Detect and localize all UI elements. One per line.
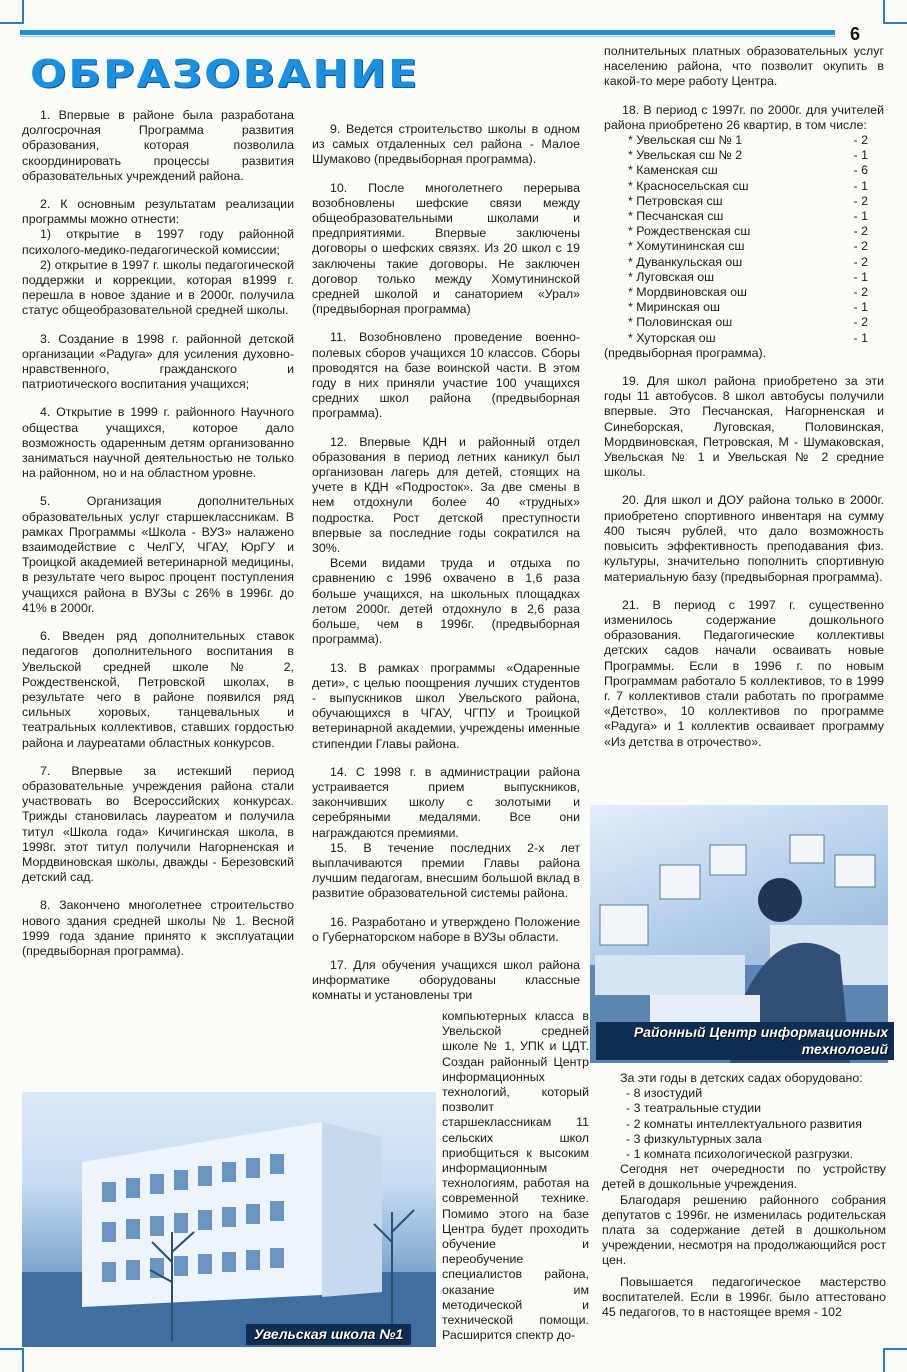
kindergarten-list-item: - 8 изостудий [626, 1086, 703, 1101]
paragraph-25: Повышается педагогическое мастерство воспитателей. Если в 1996г. было аттестовано 45 педагогов, то в настоящее время - 102 [602, 1274, 886, 1320]
school-name: * Хомутининская сш [628, 239, 745, 254]
apartment-count: - 6 [853, 163, 868, 178]
kindergarten-equipment-list [626, 1086, 886, 1162]
apartment-count: - 1 [853, 209, 868, 224]
school-name: * Красносельская сш [628, 178, 749, 193]
school-name: * Дуванкульская ош [628, 254, 743, 269]
school-list-item [628, 270, 884, 285]
school-list-item [628, 315, 884, 330]
school-list-item [628, 285, 884, 300]
kindergarten-list-item: - 2 комнаты интеллектуального развития [626, 1116, 862, 1131]
crop-mark-bottom-right [883, 1348, 907, 1372]
school-list-item [628, 255, 884, 270]
paragraph-22: За эти годы в детских садах оборудовано: [620, 1071, 863, 1085]
apartment-count: - 2 [853, 315, 868, 330]
school-name: * Каменская сш [628, 163, 718, 178]
paragraph-17: 17. Для обучения учащихся школ района информатике оборудованы классные комнаты и установлены три [312, 957, 580, 1003]
paragraph-7: 7. Впервые за истекший период образовательные учреждения района стали участвовать во Всероссийских конкурсах. Трижды становилась лауреатом и получила титул «Школа года» Кичигинская школа, в 1998г. этот титул получили Нагорненская и Мордвиновская школы, дважды - Березовский детский сад. [22, 763, 294, 885]
paragraph-17-continued: компьютерных класса в Увельской средней школе № 1, УПК и ЦДТ. Создан районный Центр информационных технологий, который позволит старшеклассникам 11 сельских школ приобщиться к высоким информационным технологиям, работая на современной технике. Помимо этого на базе Центра будет проходить обучение и переобучение специалистов района, оказание им методической и технической помощи. Расширится спектр до- [442, 1009, 589, 1343]
paragraph-1: 1. Впервые в районе была разработана долгосрочная Программа развития образования, которая позволила скоординировать процессы развития образовательных учреждений района. [22, 108, 294, 183]
school-list-item [628, 194, 884, 209]
paragraph-8: 8. Закончено многолетнее строительство нового здания средней школы № 1. Весной 1999 года здание принято к эксплуатации (предвыборная программа). [22, 898, 294, 958]
crop-mark-bottom-left [0, 1348, 24, 1372]
school-name: * Хуторская ош [628, 330, 716, 345]
column-2-wrap [442, 1009, 589, 1356]
school-building-illustration [22, 1092, 436, 1347]
paragraph-12-continued: Всеми видами труда и отдыха по сравнению с 1996 охвачено в 1,6 раза больше учащихся, на школьных площадках летом 2000г. детей отдохнуло в 2,6 раза больше, чем в 1996г. (предвыборная программа). [312, 556, 580, 647]
school-photo-caption: Увельская школа №1 [246, 1324, 411, 1345]
paragraph-11: 11. Возобновлено проведение военно-полевых сборов учащихся 10 классов. Сборы проводятся на базе воинской части. В этом году в них приняли участие 100 учащихся средних школ района (предвыборная программа). [312, 330, 580, 421]
apartment-count: - 2 [853, 254, 868, 269]
school-name: * Половинская ош [628, 315, 733, 330]
paragraph-23: Сегодня нет очередности по устройству детей в дошкольные учреждения. [602, 1162, 886, 1192]
kindergarten-list-item: - 1 комната психологической разгрузки. [626, 1147, 854, 1162]
page-number: 6 [850, 24, 861, 44]
header-rule [20, 30, 835, 35]
paragraph-2: 2. К основным результатам реализации программы можно отнести: [22, 197, 294, 227]
school-list-item [628, 224, 884, 239]
paragraph-21: 21. В период с 1997 г. существенно изменилось содержание дошкольного образования. Педагогические коллективы детских садов начали осваивать новые Программы. Если в 1996 г. по новым Программам работало 5 коллективов, то в 1999 г. 7 коллективов стали работать по программе «Детство», 10 коллективов по программе «Радуга» и 1 коллектив осваивает программу «Из детства в отрочество». [604, 597, 884, 749]
kindergarten-list-item: - 3 театральные студии [626, 1101, 762, 1116]
school-list-item [628, 148, 884, 163]
crop-mark-top-right [883, 0, 907, 24]
school-list-item [628, 209, 884, 224]
paragraph-24: Благодаря решению районного собрания депутатов с 1996г. не изменилась родительская плата за содержание детей в дошкольном учреждении, несмотря на продолжающийся рост цен. [602, 1192, 886, 1268]
apartment-count: - 1 [853, 300, 868, 315]
column-3-wrap [602, 1071, 886, 1333]
apartment-count: - 2 [853, 224, 868, 239]
school-name: * Мордвиновская ош [628, 285, 747, 300]
kindergarten-list-item: - 3 физкультурных зала [626, 1131, 762, 1146]
school-list-item [628, 133, 884, 148]
column-2 [312, 122, 580, 1017]
apartment-count: - 2 [853, 133, 868, 148]
paragraph-12: 12. Впервые КДН и районный отдел образования в период летних каникул был организован лагерь для детей, стоящих на учете в КДН «Подросток». За две смены в нем отдохнули более 40 «трудных» подростка. Рост детской преступности впервые за последние годы сократился на 30%. [312, 434, 580, 556]
apartment-count: - 2 [853, 285, 868, 300]
school-name: * Петровская сш [628, 193, 723, 208]
paragraph-17-end: полнительных платных образовательных услуг населению района, что позволит окупить в какой-то мере работу Центра. [604, 44, 884, 89]
paragraph-18: 18. В период с 1997г. по 2000г. для учителей района приобретено 26 квартир, в том числе: [604, 102, 884, 132]
paragraph-4: 4. Открытие в 1999 г. районного Научного общества учащихся, которое дало возможность одаренным детям организованно заниматься научной деятельностью не только на районном, но и на областном уровне. [22, 405, 294, 481]
school-name: * Миринская ош [628, 300, 720, 315]
paragraph-15: 15. В течение последних 2-х лет выплачиваются премии Главы района лучшим педагогам, внесшим большой вклад в развитие образовательной системы района. [312, 840, 580, 901]
apartment-count: - 1 [853, 330, 868, 345]
school-list-item [628, 179, 884, 194]
header-rule-thin [20, 36, 835, 37]
paragraph-2-item-1: 1) открытие в 1997 году районной психолого-медико-педагогической комиссии; [22, 227, 294, 257]
paragraph-6: 6. Введен ряд дополнительных ставок педагогов дополнительного воспитания в Увельской средней школе № 2, Рождественской, Петровской школах, в результате чего в районе появился ряд сильных хоровых, танцевальных и театральных коллективов, ставших гордостью района и лауреатами областных конкурсов. [22, 629, 294, 750]
paragraph-5: 5. Организация дополнительных образовательных услуг старшеклассникам. В рамках Программы «Школа - ВУЗ» налажено взаимодействие с ЧелГУ, ЧГАУ, ЮрГУ и Троицкой академией ветеринарной медицины, в результате чего вырос процент поступления учащихся района в ВУЗы с 26% в 1996г. до 41% в 2000г. [22, 494, 294, 615]
school-name: * Увельская сш № 2 [628, 148, 743, 163]
paragraph-18-note: (предвыборная программа). [604, 345, 767, 360]
paragraph-16: 16. Разработано и утверждено Положение о Губернаторском наборе в ВУЗы области. [312, 914, 580, 944]
apartment-count: - 2 [853, 239, 868, 254]
apartment-count: - 2 [853, 193, 868, 208]
paragraph-20: 20. Для школ и ДОУ района только в 2000г. приобретено спортивного инвентаря на сумму 400 тысяч рублей, что дало возможность повысить эффективность преподавания физ. культуры, значительно пополнить спортивную материальную базу (предвыборная программа). [604, 493, 884, 584]
school-list-item [628, 239, 884, 254]
apartment-count: - 1 [853, 178, 868, 193]
paragraph-10: 10. После многолетнего перерыва возобновлены шефские связи между общеобразовательными школами и предприятиями. Впервые заключены договоры о шефских связях. Из 20 школ с 19 заключены такие договоры. Не заключен договор только между Хомутининской средней школой и санаторием «Урал» (предвыборная программа) [312, 180, 580, 317]
paragraph-13: 13. В рамках программы «Одаренные дети», с целью поощрения лучших студентов - выпускников школ Увельского района, обучающихся в ЧГАУ, ЧГПУ и Троицкой ветеринарной академии, учреждены именные стипендии Главы района. [312, 660, 580, 751]
school-list-item [628, 300, 884, 315]
paragraph-9: 9. Ведется строительство школы в одном из самых отдаленных сел района - Малое Шумаково (предвыборная программа). [312, 122, 580, 167]
apartment-count: - 1 [853, 148, 868, 163]
paragraph-14: 14. С 1998 г. в администрации района устраивается прием выпускников, закончивших школу с золотыми и серебряными медалями. Все они награждаются премиями. [312, 764, 580, 840]
computer-center-photo-caption: Районный Центр информационных технологий [596, 1022, 894, 1060]
school-list-item [628, 163, 884, 178]
paragraph-3: 3. Создание в 1998 г. районной детской организации «Радуга» для усиления духовно-нравственного, гражданского и патриотического воспитания учащихся; [22, 331, 294, 392]
school-name: * Рождественская сш [628, 224, 751, 239]
paragraph-2-item-2: 2) открытие в 1997 г. школы педагогической поддержки и коррекции, которая в1999 г. перешла в новое здание и в 2000г. получила статус общеобразовательной средней школы. [22, 257, 294, 318]
column-3 [604, 44, 884, 763]
school-list-item [628, 331, 884, 346]
school-name: * Песчанская сш [628, 209, 724, 224]
section-title: ОБРАЗОВАНИЕ [30, 52, 420, 96]
school-name: * Луговская ош [628, 269, 715, 284]
school-building-photo [22, 1092, 436, 1347]
apartment-count: - 1 [853, 269, 868, 284]
paragraph-19: 19. Для школ района приобретено за эти годы 11 автобусов. 8 школ автобусы получили впервые. Это Песчанская, Нагорненская и Синеборская, Луговская, Половинская, Мордвиновская, Петровская, М - Шумаковская, Увельская № 1 и Увельская № 2 средние школы. [604, 374, 884, 480]
column-1 [22, 108, 294, 972]
apartments-by-school-list [628, 133, 884, 346]
crop-mark-top-left [0, 0, 24, 24]
school-name: * Увельская сш № 1 [628, 133, 743, 148]
